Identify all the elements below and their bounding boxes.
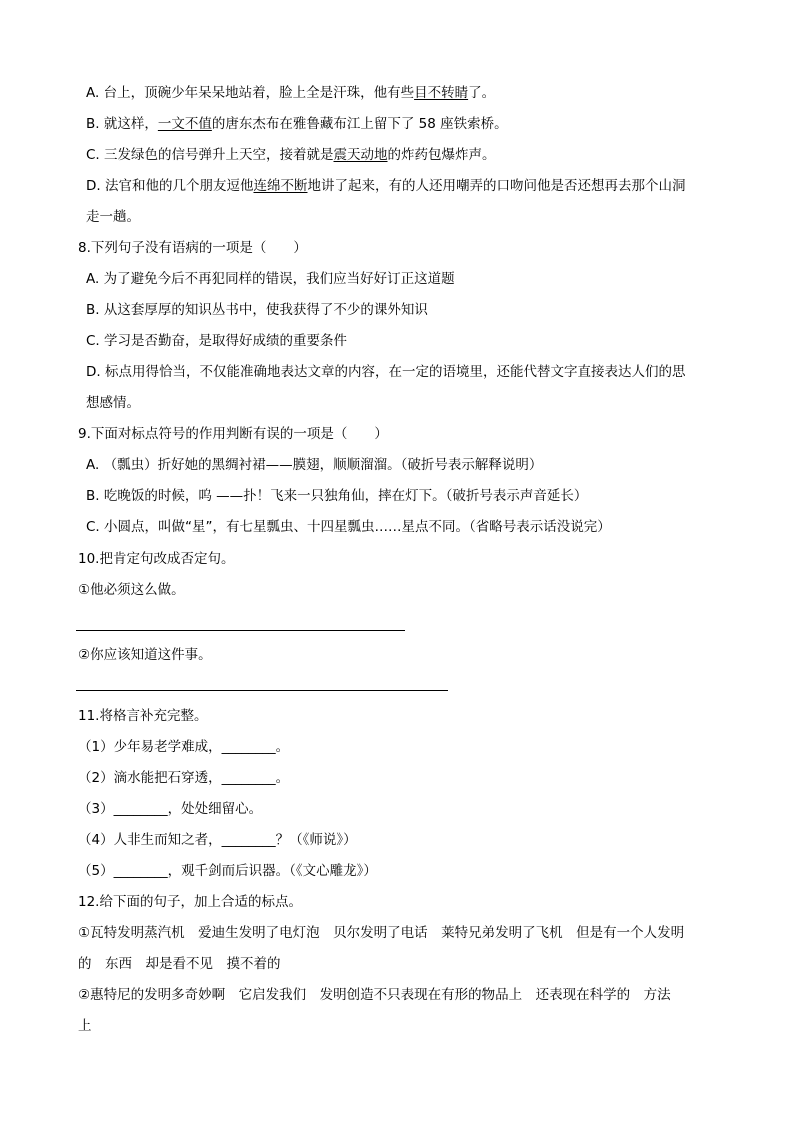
q12-line-3: ②惠特尼的发明多奇妙啊 它启发我们 发明创造不只表现在有形的物品上 还表现在科学的 方法 (78, 987, 671, 1003)
q9-option-a: A. （瓢虫）折好她的黑绸衬裙——膜翅，顺顺溜溜。（破折号表示解释说明） (86, 457, 543, 473)
option-text: A. 台上，顶碗少年呆呆地站着，脸上全是汗珠，他有些 (86, 85, 415, 101)
option-text: 地讲了起来，有的人还用嘲弄的口吻问他是否还想再去那个山洞 (307, 178, 686, 194)
option-text: C. 三发绿色的信号弹升上天空，接着就是 (86, 147, 334, 163)
q8-option-d-cont: 想感情。 (86, 395, 140, 411)
q7-option-c (86, 146, 496, 164)
answer-line-1[interactable] (76, 630, 405, 631)
q10-item-2: ②你应该知道这件事。 (78, 647, 212, 663)
q11-item-1: （1）少年易老学难成，________。 (78, 739, 290, 755)
underlined-idiom: 连绵不断 (253, 178, 308, 194)
option-text: 了。 (468, 85, 496, 101)
q8-option-d: D. 标点用得恰当，不仅能准确地表达文章的内容，在一定的语境里，还能代替文字直接表达人们的思 (86, 364, 686, 380)
q8-option-b: B. 从这套厚厚的知识丛书中，使我获得了不少的课外知识 (86, 302, 428, 318)
q8-option-c: C. 学习是否勤奋，是取得好成绩的重要条件 (86, 333, 348, 349)
q10-title: 10.把肯定句改成否定句。 (78, 551, 235, 567)
underlined-idiom: 目不转睛 (414, 85, 469, 101)
q7-option-b (86, 115, 508, 133)
q11-item-3: （3）________，处处细留心。 (78, 801, 263, 817)
option-text: 的唐东杰布在雅鲁藏布江上留下了 58 座铁索桥。 (211, 116, 508, 132)
q9-option-b: B. 吃晚饭的时候，呜 ——扑！飞来一只独角仙，摔在灯下。（破折号表示声音延长） (86, 488, 588, 504)
q11-item-4: （4）人非生而知之者，________？（《师说》） (78, 832, 357, 848)
q7-option-d-cont: 走一趟。 (86, 209, 140, 225)
q12-title: 12.给下面的句子，加上合适的标点。 (78, 894, 302, 910)
q12-line-1: ①瓦特发明蒸汽机 爱迪生发明了电灯泡 贝尔发明了电话 莱特兄弟发明了飞机 但是有一个人发明 (78, 925, 685, 941)
q8-title: 8.下列句子没有语病的一项是（ ） (78, 240, 307, 256)
underlined-idiom: 震天动地 (333, 147, 388, 163)
q7-option-d (86, 177, 685, 195)
q12-line-4: 上 (78, 1018, 92, 1034)
q7-option-a (86, 84, 495, 102)
q11-item-2: （2）滴水能把石穿透，________。 (78, 770, 290, 786)
q9-title: 9.下面对标点符号的作用判断有误的一项是（ ） (78, 426, 388, 442)
q8-option-a: A. 为了避免今后不再犯同样的错误，我们应当好好订正这道题 (86, 271, 455, 287)
option-text: D. 法官和他的几个朋友逗他 (86, 178, 254, 194)
answer-line-2[interactable] (76, 690, 448, 691)
q9-option-c: C. 小圆点，叫做“星”，有七星瓢虫、十四星瓢虫……星点不同。（省略号表示话没说完） (86, 519, 611, 535)
underlined-idiom: 一文不值 (157, 116, 212, 132)
q10-item-1: ①他必须这么做。 (78, 582, 185, 598)
q11-item-5: （5）________，观千剑而后识器。（《文心雕龙》） (78, 863, 377, 879)
q12-line-2: 的 东西 却是看不见 摸不着的 (78, 956, 281, 972)
option-text: B. 就这样， (86, 116, 158, 132)
q11-title: 11.将格言补充完整。 (78, 708, 208, 724)
option-text: 的炸药包爆炸声。 (387, 147, 496, 163)
